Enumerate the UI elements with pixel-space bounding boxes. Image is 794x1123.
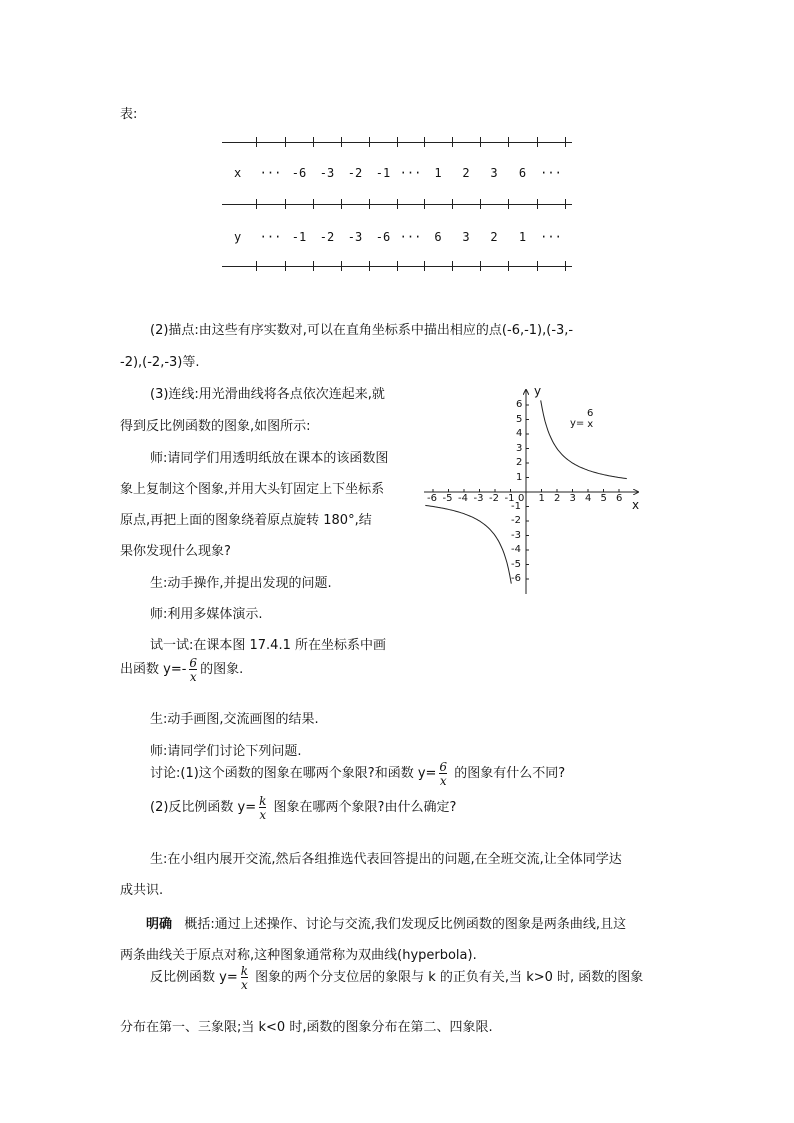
table-divider bbox=[369, 261, 370, 271]
table-divider bbox=[369, 199, 370, 209]
table-cell: 3 bbox=[462, 230, 470, 244]
table-divider bbox=[537, 261, 538, 271]
table-cell: 2 bbox=[490, 230, 498, 244]
table-cell: 6 bbox=[518, 166, 527, 180]
table-divider bbox=[341, 199, 342, 209]
table-divider bbox=[508, 261, 509, 271]
table-divider bbox=[285, 137, 286, 147]
table-divider bbox=[341, 137, 342, 147]
y-tick-label: 4 bbox=[516, 428, 523, 439]
table-divider bbox=[508, 137, 509, 147]
fraction: $\frac{k}{x}$ bbox=[259, 793, 267, 822]
x-tick-label: 6 bbox=[616, 493, 623, 504]
hyperbola-branch-q1 bbox=[541, 400, 627, 478]
teacher1-line3: 原点,再把上面的图象绕着原点旋转 180°,结 bbox=[120, 513, 372, 528]
clarify-text: 概括:通过上述操作、讨论与交流,我们发现反比例函数的图象是两条曲线,且这 bbox=[184, 917, 627, 932]
step2-line2: -2),(-2,-3)等. bbox=[120, 355, 200, 370]
table-divider bbox=[565, 261, 566, 271]
table-divider bbox=[397, 199, 398, 209]
y-tick-label: -2 bbox=[511, 515, 521, 526]
table-cell: 3 bbox=[490, 166, 498, 180]
clarify-heading: 明确 bbox=[146, 917, 173, 932]
x-tick-label: -5 bbox=[442, 493, 453, 504]
teacher1-line1: 师:请同学们用透明纸放在课本的该函数图 bbox=[150, 451, 389, 466]
table-divider bbox=[565, 199, 566, 209]
table-cell: 1 bbox=[518, 230, 527, 244]
table-divider bbox=[452, 137, 453, 147]
tryit-line1: 试一试:在课本图 17.4.1 所在坐标系中画 bbox=[150, 638, 386, 653]
fraction: $\frac{k}{x}$ bbox=[240, 963, 248, 992]
table-divider bbox=[397, 137, 398, 147]
table-divider bbox=[480, 199, 481, 209]
discuss2-prefix: (2)反比例函数 y= bbox=[150, 800, 257, 815]
table-divider bbox=[480, 137, 481, 147]
x-tick-label: -4 bbox=[458, 493, 468, 504]
table-divider bbox=[313, 199, 314, 209]
table-divider bbox=[424, 199, 425, 209]
intro-text: 表: bbox=[120, 107, 138, 122]
table-cell: -1 bbox=[375, 166, 391, 180]
table-cell: -6 bbox=[375, 230, 391, 244]
formula-den: x bbox=[587, 419, 594, 430]
y-tick-label: -4 bbox=[511, 544, 521, 555]
discuss1-suffix: 的图象有什么不同? bbox=[450, 766, 566, 781]
table-row-x-label: x bbox=[234, 166, 242, 180]
table-divider bbox=[508, 199, 509, 209]
graph-formula-fraction bbox=[587, 408, 593, 430]
summary-line1 bbox=[150, 960, 643, 996]
table-cell: 2 bbox=[462, 166, 470, 180]
fraction: $\frac{6}{x}$ bbox=[189, 655, 198, 684]
table-divider bbox=[285, 199, 286, 209]
table-cell: 1 bbox=[434, 166, 442, 180]
table-cell: -6 bbox=[291, 166, 307, 180]
student1-text: 生:动手操作,并提出发现的问题. bbox=[150, 576, 332, 591]
table-divider bbox=[397, 261, 398, 271]
table-cell: 6 bbox=[434, 230, 442, 244]
x-axis-label: x bbox=[632, 498, 640, 512]
x-tick-label: 5 bbox=[600, 493, 607, 504]
y-tick-label: 5 bbox=[516, 413, 523, 425]
clarify-line1 bbox=[146, 913, 626, 932]
summary-line2: 分布在第一、三象限;当 k<0 时,函数的图象分布在第二、四象限. bbox=[120, 1020, 493, 1035]
table-divider bbox=[256, 137, 257, 147]
summary-suffix: 图象的两个分支位居的象限与 k 的正负有关,当 k>0 时, 函数的图象 bbox=[251, 970, 644, 985]
student3-line1: 生:在小组内展开交流,然后各组推选代表回答提出的问题,在全班交流,让全体同学达 bbox=[150, 852, 622, 867]
x-tick-label: 4 bbox=[585, 493, 592, 504]
y-tick-label: -6 bbox=[511, 573, 521, 584]
student3-line2: 成共识. bbox=[120, 883, 164, 898]
discuss1-line bbox=[150, 756, 565, 792]
table-cell: ··· bbox=[399, 230, 422, 244]
x-tick-label: 2 bbox=[554, 493, 561, 504]
clarify-line2: 两条曲线关于原点对称,这种图象通常称为双曲线(hyperbola). bbox=[120, 948, 477, 963]
fraction: $\frac{6}{x}$ bbox=[439, 759, 448, 788]
table-cell: -2 bbox=[319, 230, 335, 244]
table-divider bbox=[285, 261, 286, 271]
table-divider bbox=[537, 199, 538, 209]
graph-formula bbox=[570, 418, 584, 429]
table-divider bbox=[565, 137, 566, 147]
table-cell: ··· bbox=[540, 230, 562, 244]
y-tick-label: -3 bbox=[511, 529, 521, 541]
table-divider bbox=[424, 137, 425, 147]
table-divider bbox=[341, 261, 342, 271]
step2-line1: (2)描点:由这些有序实数对,可以在直角坐标系中描出相应的点(-6,-1),(-3,- bbox=[150, 323, 574, 338]
y-axis-label: y bbox=[534, 384, 542, 398]
step3-line1: (3)连线:用光滑曲线将各点依次连起来,就 bbox=[150, 387, 385, 402]
tryit-line2 bbox=[120, 652, 243, 688]
summary-prefix: 反比例函数 y= bbox=[150, 970, 238, 985]
origin-label: 0 bbox=[518, 493, 525, 504]
discuss2-suffix: 图象在哪两个象限?由什么确定? bbox=[269, 800, 457, 815]
table-cell: -1 bbox=[291, 230, 307, 244]
tryit-suffix: 的图象. bbox=[200, 662, 244, 677]
y-tick-label: 3 bbox=[516, 442, 523, 454]
table-cell: -2 bbox=[347, 166, 363, 180]
teacher3-text: 师:请同学们讨论下列问题. bbox=[150, 744, 302, 759]
discuss1-prefix: 讨论:(1)这个函数的图象在哪两个象限?和函数 y= bbox=[150, 766, 437, 781]
table-cell: ··· bbox=[259, 166, 282, 180]
y-tick-label: 6 bbox=[516, 399, 523, 410]
table-divider bbox=[369, 137, 370, 147]
table-divider bbox=[256, 199, 257, 209]
table-divider bbox=[256, 261, 257, 271]
x-tick-label: -1 bbox=[504, 493, 515, 504]
table-cell: -3 bbox=[319, 166, 335, 180]
hyperbola-branch-q3 bbox=[425, 505, 511, 583]
table-divider bbox=[424, 261, 425, 271]
table-divider bbox=[313, 261, 314, 271]
table-cell: -3 bbox=[347, 230, 363, 244]
hyperbola-graph bbox=[420, 386, 650, 602]
teacher1-line2: 象上复制这个图象,并用大头钉固定上下坐标系 bbox=[120, 482, 385, 497]
teacher2-text: 师:利用多媒体演示. bbox=[150, 607, 263, 622]
formula-prefix: y= bbox=[570, 418, 585, 429]
x-tick-label: -2 bbox=[489, 493, 499, 504]
y-tick-label: 1 bbox=[516, 471, 523, 483]
student2-text: 生:动手画图,交流画图的结果. bbox=[150, 712, 319, 727]
teacher1-line4: 果你发现什么现象? bbox=[120, 544, 231, 559]
table-cell: ··· bbox=[259, 230, 282, 244]
step3-line2: 得到反比例函数的图象,如图所示: bbox=[120, 419, 311, 434]
formula-num: 6 bbox=[587, 408, 594, 419]
table-divider bbox=[313, 137, 314, 147]
table-row-y-label: y bbox=[234, 230, 242, 244]
x-tick-label: -3 bbox=[473, 493, 484, 504]
table-divider bbox=[452, 199, 453, 209]
table-divider bbox=[452, 261, 453, 271]
discuss2-line bbox=[150, 790, 456, 826]
y-tick-label: 2 bbox=[516, 457, 523, 468]
y-tick-label: -5 bbox=[511, 558, 521, 570]
x-tick-label: -6 bbox=[427, 493, 437, 504]
y-tick-label: -1 bbox=[511, 500, 521, 512]
table-cell: ··· bbox=[540, 166, 562, 180]
table-divider bbox=[480, 261, 481, 271]
table-divider bbox=[537, 137, 538, 147]
x-tick-label: 3 bbox=[569, 493, 576, 504]
table-cell: ··· bbox=[399, 166, 422, 180]
tryit-prefix: 出函数 y=- bbox=[120, 662, 187, 677]
x-tick-label: 1 bbox=[538, 493, 545, 504]
